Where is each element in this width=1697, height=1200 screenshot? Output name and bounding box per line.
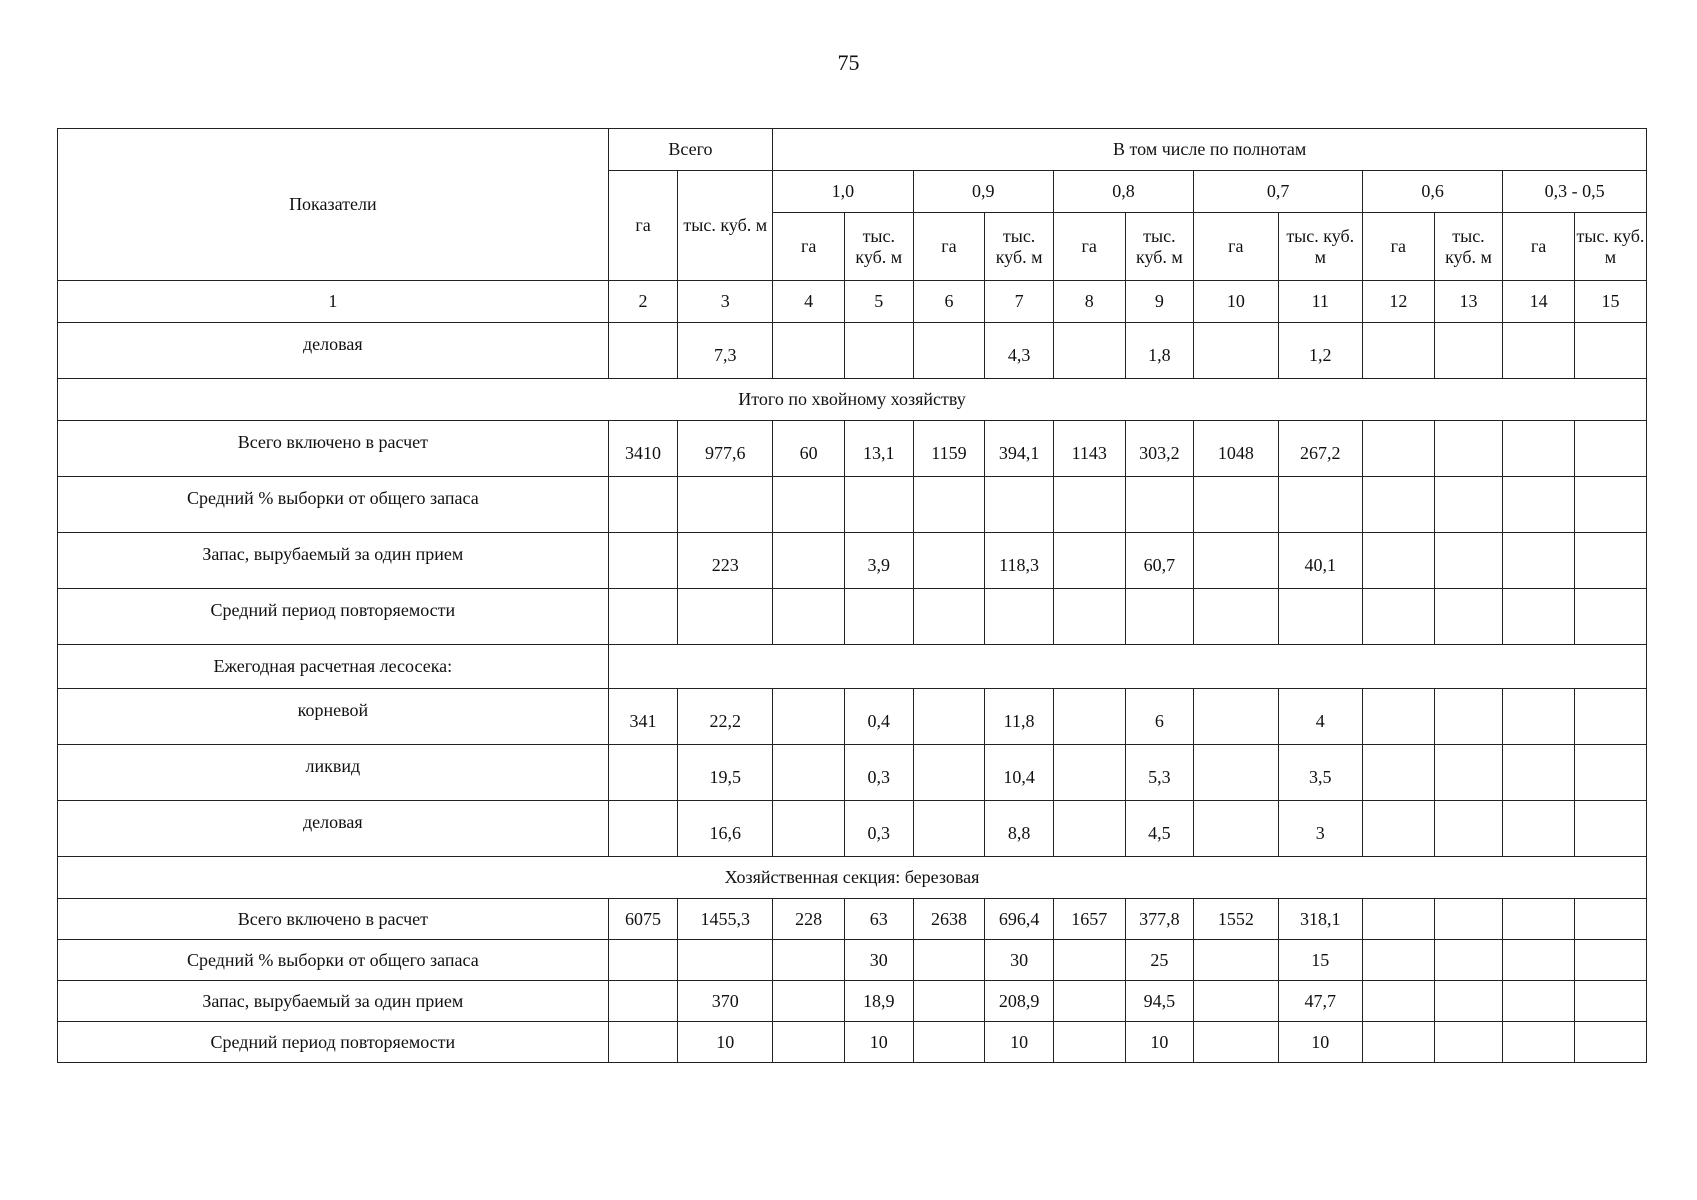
table-cell — [913, 940, 985, 981]
table-cell — [1574, 589, 1646, 645]
header-density: 0,3 - 0,5 — [1503, 171, 1647, 213]
row-label: ликвид — [58, 745, 609, 801]
table-cell — [1574, 745, 1646, 801]
table-cell: 0,4 — [845, 689, 914, 745]
table-cell — [1362, 477, 1434, 533]
table-cell — [608, 981, 678, 1022]
table-cell — [1574, 899, 1646, 940]
table-cell — [1434, 421, 1503, 477]
table-cell — [773, 801, 845, 857]
table-cell: 1552 — [1194, 899, 1278, 940]
table-cell — [913, 589, 985, 645]
row-label: Всего включено в расчет — [58, 421, 609, 477]
table-cell — [1194, 323, 1278, 379]
merged-blank-cell — [608, 645, 1646, 689]
table-cell — [1434, 689, 1503, 745]
row-label: деловая — [58, 323, 609, 379]
table-cell — [608, 533, 678, 589]
table-cell — [608, 589, 678, 645]
table-cell: 303,2 — [1125, 421, 1194, 477]
table-cell — [1194, 801, 1278, 857]
header-density: 1,0 — [773, 171, 913, 213]
header-density: 0,9 — [913, 171, 1053, 213]
table-cell — [1503, 477, 1575, 533]
table-cell — [608, 801, 678, 857]
table-cell: 1455,3 — [678, 899, 773, 940]
table-cell: 977,6 — [678, 421, 773, 477]
table-cell — [913, 981, 985, 1022]
table-cell: 267,2 — [1278, 421, 1362, 477]
table-cell — [1053, 981, 1125, 1022]
table-row — [58, 745, 1647, 801]
table-cell: 223 — [678, 533, 773, 589]
table-cell: 1,8 — [1125, 323, 1194, 379]
table-cell: 2638 — [913, 899, 985, 940]
table-cell — [1574, 940, 1646, 981]
table-cell — [1362, 801, 1434, 857]
table-cell: 4,5 — [1125, 801, 1194, 857]
table-cell — [1194, 745, 1278, 801]
table-cell — [1194, 940, 1278, 981]
table-cell: 94,5 — [1125, 981, 1194, 1022]
table-cell: 47,7 — [1278, 981, 1362, 1022]
table-cell — [773, 981, 845, 1022]
table-cell — [1362, 1022, 1434, 1063]
table-cell — [1574, 533, 1646, 589]
column-number: 6 — [913, 281, 985, 323]
row-label: Ежегодная расчетная лесосека: — [58, 645, 609, 689]
table-cell — [1503, 421, 1575, 477]
header-ha: га — [913, 213, 985, 281]
table-cell: 10 — [1125, 1022, 1194, 1063]
table-cell: 377,8 — [1125, 899, 1194, 940]
table-cell — [913, 533, 985, 589]
table-cell: 11,8 — [985, 689, 1054, 745]
header-ha: га — [1503, 213, 1575, 281]
table-cell — [1434, 899, 1503, 940]
table-cell — [1362, 421, 1434, 477]
table-cell: 394,1 — [985, 421, 1054, 477]
table-cell — [1434, 477, 1503, 533]
subheading-row — [58, 645, 1647, 689]
table-cell — [1503, 1022, 1575, 1063]
table-cell — [913, 689, 985, 745]
row-label: деловая — [58, 801, 609, 857]
table-cell: 30 — [845, 940, 914, 981]
table-cell: 19,5 — [678, 745, 773, 801]
section-row — [58, 379, 1647, 421]
table-cell: 3 — [1278, 801, 1362, 857]
table-cell — [1194, 589, 1278, 645]
row-label: Средний % выборки от общего запаса — [58, 940, 609, 981]
header-by-density: В том числе по полнотам — [773, 129, 1647, 171]
table-cell: 6 — [1125, 689, 1194, 745]
table-cell — [845, 477, 914, 533]
page-number: 75 — [837, 50, 860, 75]
header-density: 0,7 — [1194, 171, 1363, 213]
header-total-volume: тыс. куб. м — [678, 171, 773, 281]
table-cell — [1362, 589, 1434, 645]
table-cell — [913, 1022, 985, 1063]
table-cell: 10 — [1278, 1022, 1362, 1063]
table-cell: 18,9 — [845, 981, 914, 1022]
table-cell — [845, 589, 914, 645]
table-cell — [913, 745, 985, 801]
forest-stock-table — [57, 128, 1647, 1063]
table-cell: 63 — [845, 899, 914, 940]
header-ha: га — [773, 213, 845, 281]
table-cell: 10 — [845, 1022, 914, 1063]
table-cell — [1503, 589, 1575, 645]
table-cell: 0,3 — [845, 801, 914, 857]
section-row — [58, 857, 1647, 899]
table-row — [58, 689, 1647, 745]
table-cell: 208,9 — [985, 981, 1054, 1022]
table-cell — [1434, 533, 1503, 589]
table-cell — [1434, 745, 1503, 801]
table-cell: 8,8 — [985, 801, 1054, 857]
table-row — [58, 477, 1647, 533]
row-label: корневой — [58, 689, 609, 745]
header-volume: тыс. куб. м — [1125, 213, 1194, 281]
table-cell — [1574, 689, 1646, 745]
table-body — [58, 323, 1647, 1063]
header-total: Всего — [608, 129, 773, 171]
table-cell — [1362, 689, 1434, 745]
table-cell — [1503, 533, 1575, 589]
table-cell: 25 — [1125, 940, 1194, 981]
table-cell: 3410 — [608, 421, 678, 477]
table-cell — [773, 940, 845, 981]
table-cell — [1574, 323, 1646, 379]
table-cell — [678, 589, 773, 645]
table-cell — [773, 323, 845, 379]
row-label: Средний период повторяемости — [58, 589, 609, 645]
table-cell: 15 — [1278, 940, 1362, 981]
table-row — [58, 1022, 1647, 1063]
table-cell: 5,3 — [1125, 745, 1194, 801]
table-cell: 1657 — [1053, 899, 1125, 940]
header-total-ha: га — [608, 171, 678, 281]
column-number: 9 — [1125, 281, 1194, 323]
table-cell: 370 — [678, 981, 773, 1022]
row-label: Средний период повторяемости — [58, 1022, 609, 1063]
table-cell — [1125, 589, 1194, 645]
table-cell — [1434, 1022, 1503, 1063]
table-cell — [1362, 981, 1434, 1022]
table-cell — [1434, 940, 1503, 981]
table-row — [58, 533, 1647, 589]
table-cell — [1574, 801, 1646, 857]
table-cell: 40,1 — [1278, 533, 1362, 589]
table-cell: 3,5 — [1278, 745, 1362, 801]
table-cell — [1503, 899, 1575, 940]
column-number: 1 — [58, 281, 609, 323]
table-cell: 10 — [985, 1022, 1054, 1063]
table-cell: 6075 — [608, 899, 678, 940]
header-indicator: Показатели — [58, 129, 609, 281]
table-header — [58, 129, 1647, 323]
table-cell: 1159 — [913, 421, 985, 477]
column-number-row — [58, 281, 1647, 323]
table-cell — [1503, 940, 1575, 981]
table-cell: 22,2 — [678, 689, 773, 745]
table-cell: 341 — [608, 689, 678, 745]
table-cell — [1053, 477, 1125, 533]
column-number: 7 — [985, 281, 1054, 323]
table-cell — [1125, 477, 1194, 533]
table-cell — [1362, 533, 1434, 589]
section-title: Хозяйственная секция: березовая — [58, 857, 1647, 899]
table-cell — [845, 323, 914, 379]
table-cell — [1434, 801, 1503, 857]
table-cell — [1362, 745, 1434, 801]
table-cell — [1053, 801, 1125, 857]
table-cell: 696,4 — [985, 899, 1054, 940]
header-volume: тыс. куб. м — [845, 213, 914, 281]
column-number: 10 — [1194, 281, 1278, 323]
column-number: 14 — [1503, 281, 1575, 323]
table-cell: 7,3 — [678, 323, 773, 379]
table-row — [58, 981, 1647, 1022]
table-cell — [1053, 689, 1125, 745]
header-density: 0,6 — [1362, 171, 1502, 213]
table-cell — [1574, 981, 1646, 1022]
row-label: Средний % выборки от общего запаса — [58, 477, 609, 533]
table-cell — [608, 745, 678, 801]
table-cell: 4 — [1278, 689, 1362, 745]
header-ha: га — [1362, 213, 1434, 281]
table-cell — [773, 533, 845, 589]
table-cell — [1574, 421, 1646, 477]
table-cell: 60 — [773, 421, 845, 477]
table-cell — [985, 477, 1054, 533]
table-cell — [1194, 981, 1278, 1022]
table-row — [58, 940, 1647, 981]
table-cell — [1278, 589, 1362, 645]
table-cell: 1143 — [1053, 421, 1125, 477]
table-cell: 10 — [678, 1022, 773, 1063]
table-cell — [608, 940, 678, 981]
table-cell: 228 — [773, 899, 845, 940]
header-volume: тыс. куб. м — [1278, 213, 1362, 281]
column-number: 13 — [1434, 281, 1503, 323]
table-cell — [608, 323, 678, 379]
table-cell — [1574, 477, 1646, 533]
table-cell — [913, 323, 985, 379]
table-cell: 4,3 — [985, 323, 1054, 379]
table-cell — [1194, 689, 1278, 745]
table-cell — [1503, 981, 1575, 1022]
table-cell — [1503, 323, 1575, 379]
table-row — [58, 801, 1647, 857]
header-volume: тыс. куб. м — [1574, 213, 1646, 281]
table-cell — [773, 589, 845, 645]
table-cell — [1574, 1022, 1646, 1063]
header-ha: га — [1194, 213, 1278, 281]
table-cell — [1434, 981, 1503, 1022]
table-cell — [1434, 589, 1503, 645]
table-cell — [1503, 745, 1575, 801]
table-cell — [1362, 899, 1434, 940]
table-cell — [1053, 533, 1125, 589]
table-cell — [773, 689, 845, 745]
table-row — [58, 323, 1647, 379]
table-cell: 1048 — [1194, 421, 1278, 477]
column-number: 3 — [678, 281, 773, 323]
table-cell — [1434, 323, 1503, 379]
table-cell — [773, 477, 845, 533]
row-label: Всего включено в расчет — [58, 899, 609, 940]
column-number: 5 — [845, 281, 914, 323]
table-row — [58, 421, 1647, 477]
table-cell — [1053, 589, 1125, 645]
header-ha: га — [1053, 213, 1125, 281]
table-cell — [678, 477, 773, 533]
table-cell: 60,7 — [1125, 533, 1194, 589]
column-number: 11 — [1278, 281, 1362, 323]
table-cell — [608, 1022, 678, 1063]
table-cell — [773, 745, 845, 801]
table-row — [58, 899, 1647, 940]
table-cell — [678, 940, 773, 981]
table-cell — [1194, 1022, 1278, 1063]
table-cell: 10,4 — [985, 745, 1054, 801]
column-number: 2 — [608, 281, 678, 323]
table-cell — [1503, 689, 1575, 745]
table-cell — [773, 1022, 845, 1063]
table-cell — [1503, 801, 1575, 857]
table-row — [58, 589, 1647, 645]
table-cell — [1194, 533, 1278, 589]
table-cell: 16,6 — [678, 801, 773, 857]
table-cell: 3,9 — [845, 533, 914, 589]
table-cell — [1278, 477, 1362, 533]
table-cell: 0,3 — [845, 745, 914, 801]
column-number: 15 — [1574, 281, 1646, 323]
table-cell — [1053, 1022, 1125, 1063]
table-cell: 118,3 — [985, 533, 1054, 589]
table-cell — [913, 477, 985, 533]
column-number: 4 — [773, 281, 845, 323]
table-cell — [1362, 940, 1434, 981]
table-cell — [1053, 745, 1125, 801]
column-number: 8 — [1053, 281, 1125, 323]
table-cell: 318,1 — [1278, 899, 1362, 940]
table-cell — [913, 801, 985, 857]
table-cell — [608, 477, 678, 533]
column-number: 12 — [1362, 281, 1434, 323]
row-label: Запас, вырубаемый за один прием — [58, 981, 609, 1022]
table-cell — [1362, 323, 1434, 379]
table-cell — [985, 589, 1054, 645]
table-cell: 1,2 — [1278, 323, 1362, 379]
header-volume: тыс. куб. м — [1434, 213, 1503, 281]
table-cell — [1194, 477, 1278, 533]
header-volume: тыс. куб. м — [985, 213, 1054, 281]
table-cell — [1053, 323, 1125, 379]
header-density: 0,8 — [1053, 171, 1193, 213]
table-cell: 13,1 — [845, 421, 914, 477]
table-cell — [1053, 940, 1125, 981]
section-title: Итого по хвойному хозяйству — [58, 379, 1647, 421]
row-label: Запас, вырубаемый за один прием — [58, 533, 609, 589]
table-cell: 30 — [985, 940, 1054, 981]
